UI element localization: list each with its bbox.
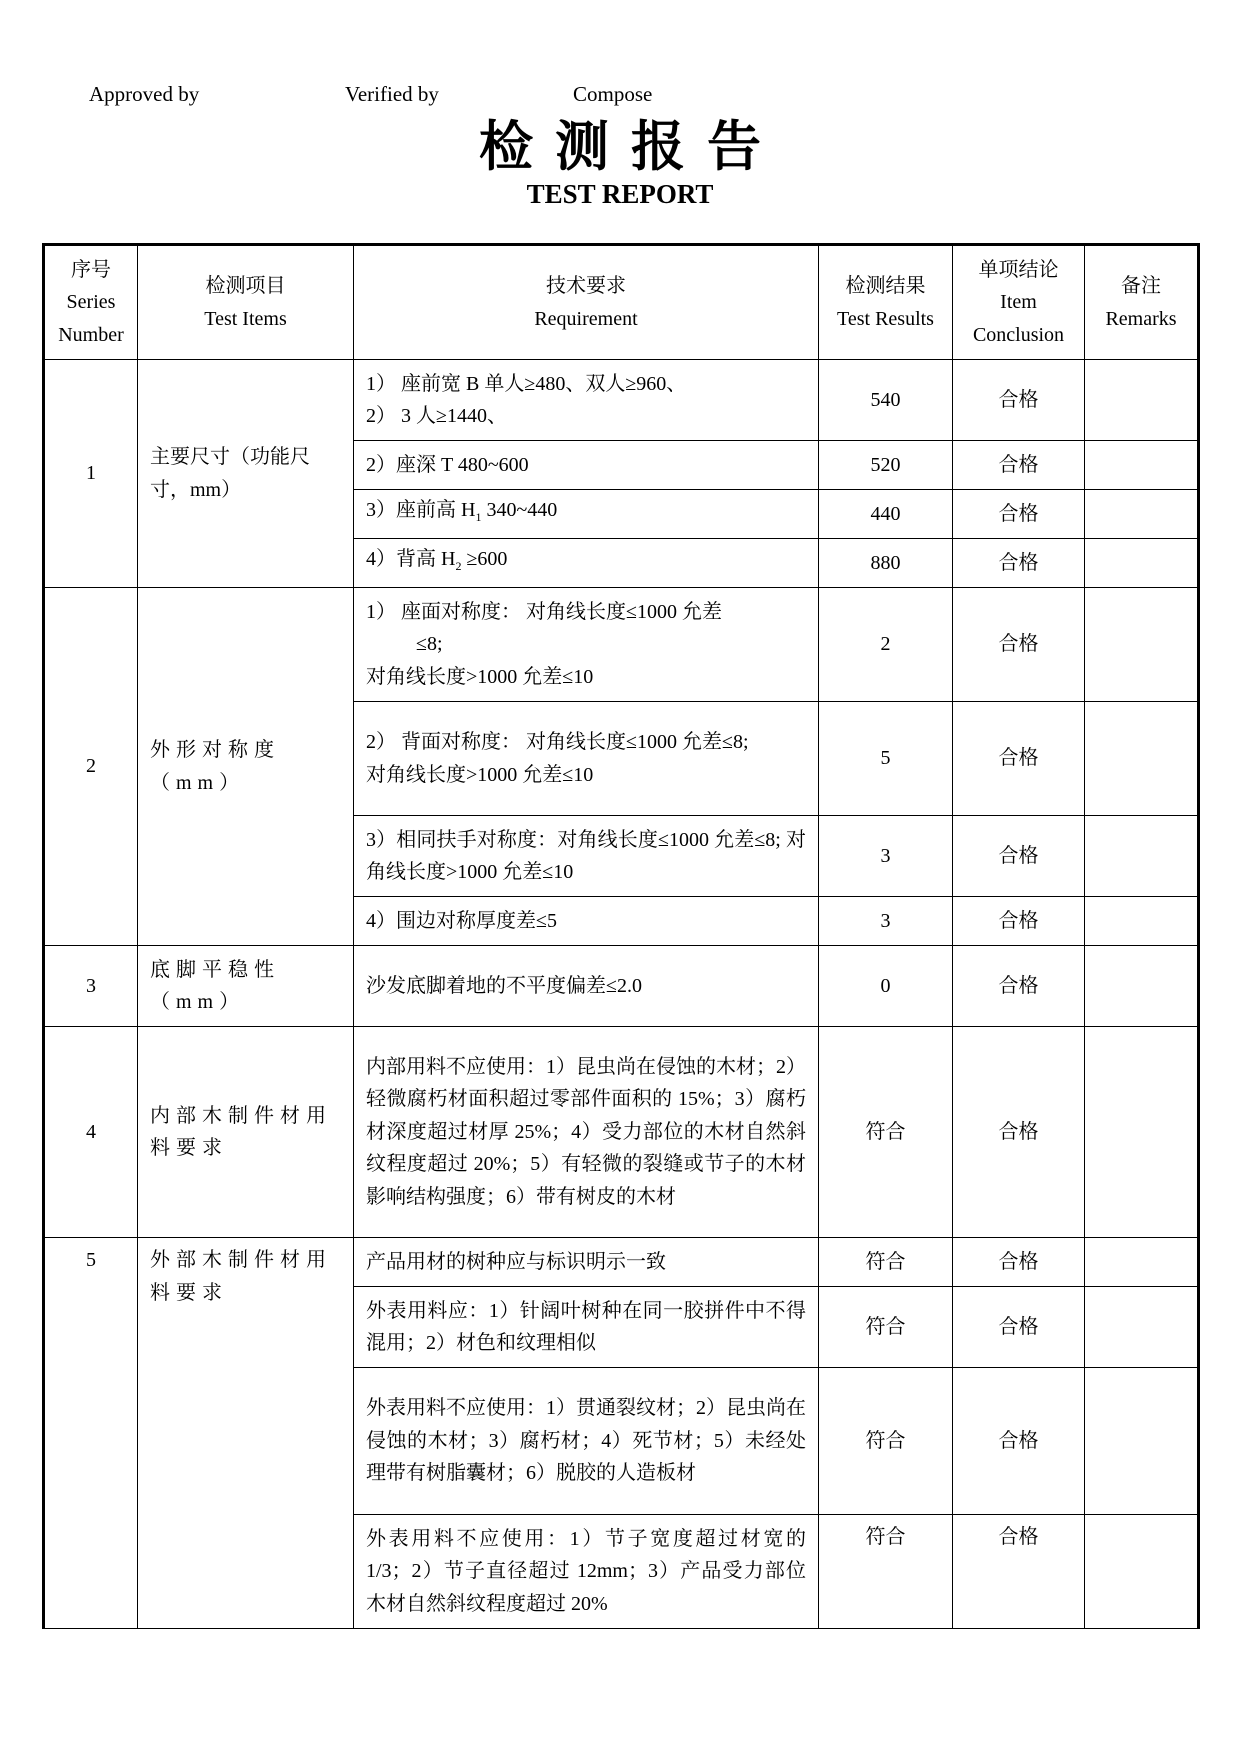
table-row — [44, 1238, 1199, 1287]
table-row — [44, 360, 1199, 441]
conclusion-cell: 合格 — [953, 897, 1085, 946]
requirement-cell: 外表用料应：1）针阔叶树种在同一胶拼件中不得混用；2）材色和纹理相似 — [354, 1287, 819, 1368]
requirement-cell: 3）座前高 $H_1$ 340~440 — [354, 490, 819, 539]
remarks-cell — [1085, 441, 1199, 490]
requirement-cell: 外表用料不应使用：1）节子宽度超过材宽的 1/3；2）节子直径超过 12mm；3）产品受力部位木材自然斜纹程度超过 20% — [354, 1515, 819, 1629]
remarks-cell — [1085, 816, 1199, 897]
remarks-cell — [1085, 897, 1199, 946]
header-test-results: 检测结果 Test Results — [819, 245, 953, 360]
requirement-cell: 4）围边对称厚度差≤5 — [354, 897, 819, 946]
remarks-cell — [1085, 490, 1199, 539]
series-number-cell: 3 — [44, 946, 138, 1027]
test-item-cell: 外部木制件材用料要求 — [138, 1238, 354, 1629]
verified-by-label: Verified by — [345, 82, 439, 106]
table-row — [44, 588, 1199, 702]
requirement-cell: 产品用材的树种应与标识明示一致 — [354, 1238, 819, 1287]
remarks-cell — [1085, 1238, 1199, 1287]
test-result-cell: 符合 — [819, 1287, 953, 1368]
header-remarks: 备注 Remarks — [1085, 245, 1199, 360]
series-number-cell: 2 — [44, 588, 138, 946]
requirement-cell: 外表用料不应使用：1）贯通裂纹材；2）昆虫尚在侵蚀的木材；3）腐朽材；4）死节材；5）未经处理带有树脂囊材；6）脱胶的人造板材 — [354, 1368, 819, 1515]
report-title-english: TEST REPORT — [526, 179, 714, 209]
requirement-cell: 4）背高 $H_2 \ge 600$ — [354, 539, 819, 588]
test-report-table — [42, 243, 1200, 1629]
remarks-cell — [1085, 1515, 1199, 1629]
table-row — [44, 1027, 1199, 1238]
remarks-cell — [1085, 360, 1199, 441]
conclusion-cell: 合格 — [953, 816, 1085, 897]
series-number-cell: 1 — [44, 360, 138, 588]
conclusion-cell: 合格 — [953, 1287, 1085, 1368]
conclusion-cell: 合格 — [953, 360, 1085, 441]
test-result-cell: 3 — [819, 897, 953, 946]
table-header-row — [44, 245, 1199, 360]
remarks-cell — [1085, 1287, 1199, 1368]
test-result-cell: 符合 — [819, 1027, 953, 1238]
test-result-cell: 5 — [819, 702, 953, 816]
test-result-cell: 符合 — [819, 1515, 953, 1629]
header-test-items: 检测项目 Test Items — [138, 245, 354, 360]
conclusion-cell: 合格 — [953, 1027, 1085, 1238]
test-result-cell: 440 — [819, 490, 953, 539]
requirement-cell: 1） 座前宽 B 单人≥480、双人≥960、 2） 3 人≥1440、 — [354, 360, 819, 441]
conclusion-cell: 合格 — [953, 441, 1085, 490]
remarks-cell — [1085, 1027, 1199, 1238]
table-row — [44, 946, 1199, 1027]
approved-by-label: Approved by — [89, 82, 200, 106]
test-result-cell: 符合 — [819, 1238, 953, 1287]
test-result-cell: 520 — [819, 441, 953, 490]
test-item-cell: 主要尺寸（功能尺寸，mm） — [138, 360, 354, 588]
conclusion-cell: 合格 — [953, 588, 1085, 702]
approval-line — [0, 82, 1240, 112]
conclusion-cell: 合格 — [953, 946, 1085, 1027]
remarks-cell — [1085, 946, 1199, 1027]
requirement-cell: 1） 座面对称度： 对角线长度≤1000 允差 ≤8; 对角线长度>1000 允差≤10 — [354, 588, 819, 702]
remarks-cell — [1085, 588, 1199, 702]
test-result-cell: 符合 — [819, 1368, 953, 1515]
test-item-cell: 底脚平稳性（mm） — [138, 946, 354, 1027]
test-item-cell: 外形对称度（mm） — [138, 588, 354, 946]
requirement-cell: 2）座深 T 480~600 — [354, 441, 819, 490]
test-result-cell: 3 — [819, 816, 953, 897]
remarks-cell — [1085, 539, 1199, 588]
requirement-cell: 3）相同扶手对称度：对角线长度≤1000 允差≤8; 对角线长度>1000 允差≤10 — [354, 816, 819, 897]
test-result-cell: 540 — [819, 360, 953, 441]
conclusion-cell: 合格 — [953, 1368, 1085, 1515]
header-item-conclusion: 单项结论 Item Conclusion — [953, 245, 1085, 360]
requirement-cell: 内部用料不应使用：1）昆虫尚在侵蚀的木材；2）轻微腐朽材面积超过零部件面积的 15%；3）腐朽材深度超过材厚 25%；4）受力部位的木材自然斜纹程度超过 20%；5）有轻微的裂缝或节子的木材影响结构强度；6）带有树皮的木材 — [354, 1027, 819, 1238]
test-item-cell: 内部木制件材用料要求 — [138, 1027, 354, 1238]
test-result-cell: 880 — [819, 539, 953, 588]
header-requirement: 技术要求 Requirement — [354, 245, 819, 360]
test-result-cell: 0 — [819, 946, 953, 1027]
conclusion-cell: 合格 — [953, 490, 1085, 539]
header-series-number: 序号 Series Number — [44, 245, 138, 360]
conclusion-cell: 合格 — [953, 1515, 1085, 1629]
series-number-cell: 5 — [44, 1238, 138, 1629]
conclusion-cell: 合格 — [953, 539, 1085, 588]
conclusion-cell: 合格 — [953, 702, 1085, 816]
remarks-cell — [1085, 702, 1199, 816]
remarks-cell — [1085, 1368, 1199, 1515]
series-number-cell: 4 — [44, 1027, 138, 1238]
compose-label: Compose — [573, 82, 653, 106]
conclusion-cell: 合格 — [953, 1238, 1085, 1287]
requirement-cell: 2） 背面对称度： 对角线长度≤1000 允差≤8; 对角线长度>1000 允差≤10 — [354, 702, 819, 816]
test-result-cell: 2 — [819, 588, 953, 702]
report-title-chinese: 检测报告 — [479, 117, 783, 177]
requirement-cell: 沙发底脚着地的不平度偏差≤2.0 — [354, 946, 819, 1027]
